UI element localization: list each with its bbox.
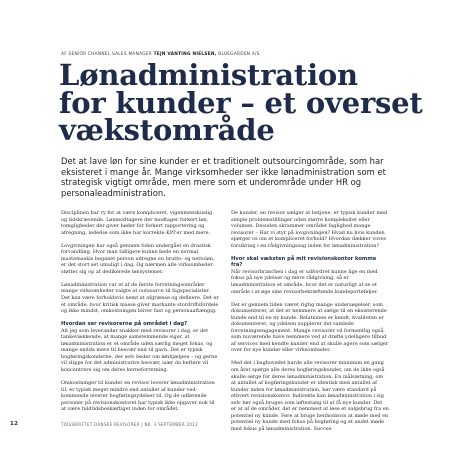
body-paragraph: Det er gennem tiden været rigtig mange undersøgelser, som dokumenterer, at det er nemmere at sælge til en eksisterende kunde end til en ny kunde. Relationen er kendt, kvaliteten er dokumenteret, og ydelsen supplerer det samlede forretningsengagement. Mange revisorer vil formentlig også som nuværende have nemmere ved at drøfte ydelligere tilbud af services med kendte kunder end at skulle agere som sælger over for nye kunder eller virksomheder.: [231, 301, 389, 354]
article-byline: [61, 52, 260, 57]
body-paragraph: Alt jeg som leverandør snakker med revisorer i dag, er det tankevækkende, at mange samstemmende siger, at lønadministration er et område uden særlig meget fokus, og mange endda mere til besvær end til gavn. Det er typisk bogføringskonderne, der selv beder om lønhjælpen – og gerne vil slippe for det administrative besvær, især da heftere vil koncentrere sig om deres kerneforretning.: [61, 327, 218, 373]
body-paragraph: Lovgivningen har også gennem tiden undergået en drastisk forvandling. Hvor man tidligere kunne bede en normal mastemaskis beganet person udregne en brutto- og nettoløn, er det stort set umuligt i dag. Og nærmen alle virksomheder støtter sig op af dedikerede lønsystemer.: [61, 242, 215, 275]
publication-info: TIDSSKRIFTET DANSKE REVISORER | NR. 3 SEPTEMBER 2013: [61, 422, 198, 427]
article-lead: Det at lave løn for sine kunder er et traditionelt outsourcingområde, som har eksisteret i mange år. Mange virksomheder ser ikke lønadministration som et strategisk vigtigt område, men mere som et underområde under HR og personaleadministration.: [61, 156, 386, 198]
title-line-3: vækstområde: [59, 113, 275, 147]
page-number: 12: [10, 421, 19, 427]
section-heading: Hvor skal væksten på mit revisionskontor komme fra?: [231, 255, 377, 269]
byline-author: TEJN VANTING NIELSEN,: [153, 52, 217, 57]
body-paragraph: Når revisorbranchen i dag er udfordret kunne lige en med fokus på nye ydelser og mere rådgivning, så er lønadministration et område, hvor det er naturligt at se et område i at øge sine revisorbekræftende kundeporteføljer.: [231, 268, 378, 295]
body-paragraph: Disciplinen har ry for at være kompliceret, vigenmenskuelig og tidskrævende. Lønmodtagere der modtager forkert løn, tomgligheder der giver bøder for forkert rapportering og afregning, lededse som ikke har korrekte KPI'er med mere.: [61, 210, 213, 236]
body-paragraph: De kunder, en revisor sælger at betjene, er typisk kunder med simple problemstillinger uden større kompleksitet eller volumen. Desuden skrammer området faglighed mange revisorer – Har vi styr på lovgivningen? Hvad nu hvis kunden spørger os om et kompliceret forhold? Hvordan dækker vores forsikring i en rådgivningssag inden for lønadministration?: [231, 210, 388, 249]
byline-prefix: AF SENIOR CHANNEL SALES MANAGER: [61, 52, 152, 57]
body-paragraph: Omkostninger til kunder en revisor leverer lønadministration til, er typisk meget mindre end antallet af kunder vedkommende leverer bogføringsydelser til. Og de udførende personer på revisionskontoret har typisk ikke opgaver nok til at være fuldtidsbeskæftiget inden for området.: [61, 380, 215, 413]
title-line-2: for kunder – et overset: [59, 85, 423, 120]
byline-company: BLUEGARDEN A/S: [218, 52, 260, 57]
body-column-right: [231, 210, 389, 439]
body-paragraph: Med det i baghovedet burde alle revisorer minimum en gang om året spørge alle deres bogføringskunder, om de ikke også skulle sørge for deres lønadministration. En målsætning, om at antallet af bogføringskunder er identisk med antallet af kunder inden for lønadministration, bør være standard på ethvert revisionskontor. Indirekte kan lønadministration i sig selv bør også bruges som løftestang til at få nye kunder. Det er at af de områder, det er nemmest at løse et salgsbrug fra en potentiel ny kunde. Føre at bruge henholdsvis at møde med en potentiel ny kunde med fokus på bogføring og et andet møde med fokus på lønadministration. Succes-: [231, 360, 389, 432]
body-paragraph: Lønadministration var et af de første forretningsområder mange virksomheder valgte at outsource til fagspecialister. Det kan være forholdsvis nemt at afgrænse og definere. Det er et område, hvor kritisk masse giver markante stordriftsfordele og ikke mindst, omkostningen bliver fast og personaaftængig.: [61, 281, 219, 315]
section-heading: Hvordan ser revisorerne på området i dag?: [61, 321, 188, 328]
title-line-1: Lønadministration: [59, 58, 358, 92]
article-title: [59, 58, 423, 147]
body-column-left: [61, 210, 219, 419]
